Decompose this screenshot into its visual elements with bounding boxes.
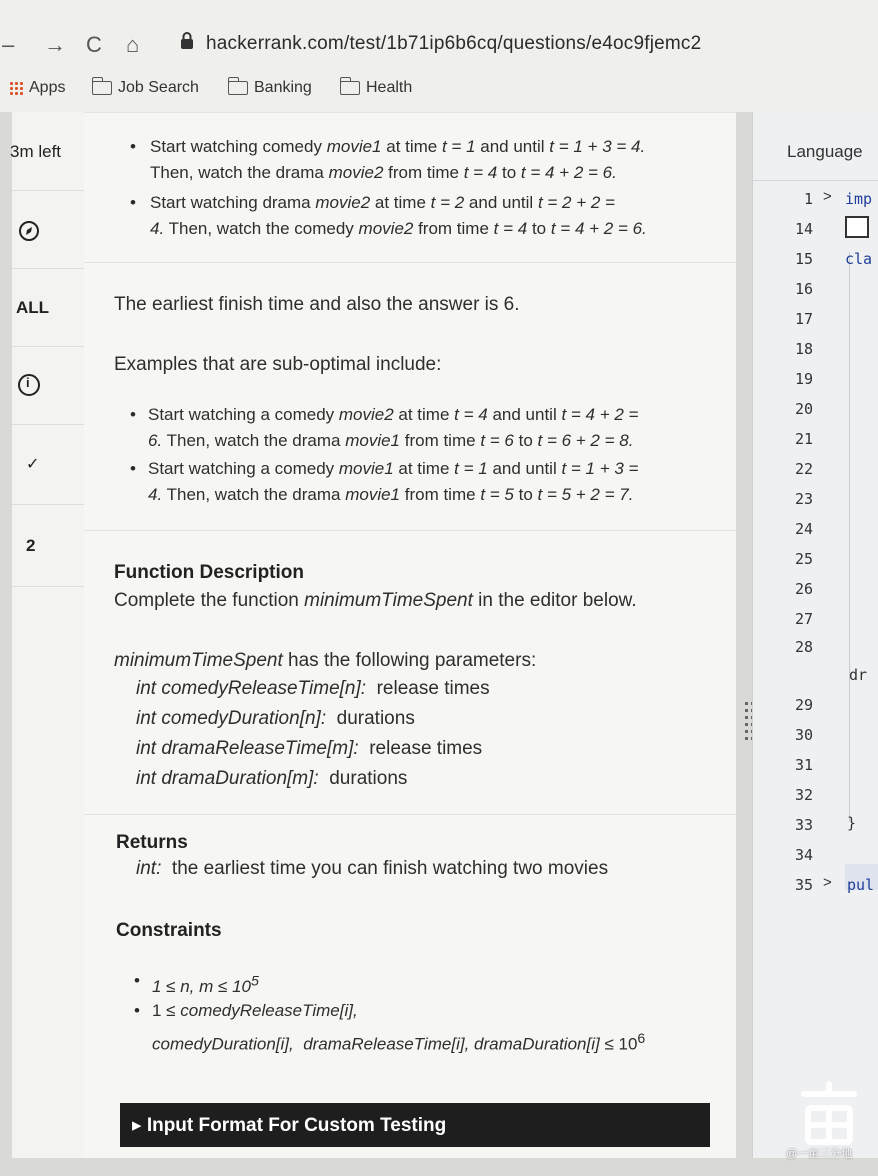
param-item: int dramaDuration[m]: durations — [136, 768, 408, 789]
folder-icon — [228, 81, 248, 95]
line-number: 26 — [794, 580, 813, 598]
test-sidebar — [12, 112, 85, 1158]
line-number: 23 — [794, 490, 813, 508]
bookmark-health[interactable]: Health — [340, 79, 412, 97]
param-item: int comedyDuration[n]: durations — [136, 708, 415, 729]
constraint-item: comedyDuration[i], dramaReleaseTime[i], dramaDuration[i] ≤ $10^6$ — [152, 1031, 646, 1054]
folder-icon — [92, 81, 112, 95]
param-item: int comedyReleaseTime[n]: release times — [136, 678, 490, 699]
line-number: 34 — [794, 846, 813, 864]
line-number: 22 — [794, 460, 813, 478]
problem-statement: • Start watching comedy movie1 at time t = 1 and until t = 1 + 3 = 4. Then, watch the drama movie2 from time t = 4 to t = 4 + 2 = 6. • Start watching drama movie2 at time t = 2 and until t = 2 + 2 = 4. Then, watch the comedy movie2 from time t = 4 to t = 4 + 2 = 6. The earliest finish time and also the answer is 6. Examples that are sub-optimal include: • Start watching a comedy movie2 at time t = 4 and until t = 4 + 2 = 6. Then, watch the drama movie1 from time t = 6 to t = 6 + 2 = 8. • Start watching a comedy movie1 at time t = 1 and until t = 1 + 3 = 4. Then, watch the drama movie1 from time t = 5 to t = 5 + 2 = 7. Function Description Complete the function minimumTimeSpent in the editor below. minimumTimeSpent has the following parameters: int comedyReleaseTime[n]: release times int comedyDuration[n]: durations int dramaReleaseTime[m]: release times int dramaDuration[m]: durations Returns int: the earliest time you can finish watching two movies Constraints • 1 ≤ n, $m \le 10^5$ • 1 ≤ comedyReleaseTime[i], comedyDuration[i], dramaReleaseTime[i], dramaDuration[i] ≤ $10^6$ — [84, 112, 736, 1158]
scenario-1-line-1: Start watching comedy movie1 at time t = 1 and until t = 1 + 3 = 4. — [150, 137, 646, 156]
line-number: 32 — [794, 786, 813, 804]
time-left-text: 3m left — [10, 142, 62, 161]
line-number: 33 — [794, 816, 813, 834]
cursor-box[interactable] — [845, 216, 869, 238]
suboptimal-1-line-2: 6. Then, watch the drama movie1 from time t = 6 to t = 6 + 2 = 8. — [148, 431, 634, 450]
language-selector[interactable]: Language — [787, 142, 863, 161]
function-description-heading: Function Description — [114, 562, 304, 583]
sidebar-item-info[interactable] — [12, 346, 84, 425]
suboptimal-2-line-2: 4. Then, watch the drama movie1 from time t = 5 to t = 5 + 2 = 7. — [148, 485, 634, 504]
line-number: 25 — [794, 550, 813, 568]
line-number: 14 — [794, 220, 813, 238]
url-bar[interactable] — [0, 18, 878, 70]
scenario-1-line-2: Then, watch the drama movie2 from time t = 4 to t = 4 + 2 = 6. — [150, 163, 617, 182]
input-format-toggle[interactable]: ▸ Input Format For Custom Testing — [120, 1103, 710, 1147]
folder-icon — [340, 81, 360, 95]
all-label: ALL — [16, 298, 50, 317]
earliest-finish-text: The earliest finish time and also the answer is 6. — [114, 294, 520, 315]
returns-text: int: the earliest time you can finish watching two movies — [136, 858, 609, 879]
suboptimal-intro: Examples that are sub-optimal include: — [114, 354, 442, 375]
line-number: 17 — [794, 310, 813, 328]
compass-icon — [18, 220, 40, 242]
line-number: 15 — [794, 250, 813, 268]
forward-arrow-icon[interactable]: → — [44, 32, 66, 57]
scenario-2-line-2: 4. Then, watch the comedy movie2 from time t = 4 to t = 4 + 2 = 6. — [150, 219, 647, 238]
scenario-2-line-1: Start watching drama movie2 at time t = 2 and until t = 2 + 2 = — [150, 193, 615, 212]
code-fragment[interactable]: imp — [845, 190, 873, 208]
constraint-item: 1 ≤ n, $m \le 10^5$ — [152, 973, 259, 996]
bookmark-apps[interactable]: Apps — [10, 79, 65, 97]
watermark-text: @一亩三分地 — [786, 1148, 853, 1160]
reload-icon[interactable]: C — [86, 32, 102, 57]
function-description-text: Complete the function minimumTimeSpent in the editor below. — [114, 590, 637, 611]
info-icon: i — [18, 374, 40, 396]
code-fragment[interactable]: } — [847, 814, 857, 832]
constraint-item: 1 ≤ comedyReleaseTime[i], — [152, 1001, 358, 1020]
constraints-heading: Constraints — [116, 920, 222, 941]
code-fragment[interactable]: cla — [845, 250, 873, 268]
line-number: 29 — [794, 696, 813, 714]
sidebar-item-completed[interactable] — [12, 424, 84, 505]
code-fragment[interactable]: dr — [849, 666, 868, 684]
returns-heading: Returns — [116, 832, 188, 853]
fold-chevron-icon[interactable]: > — [823, 188, 832, 205]
line-number: 21 — [794, 430, 813, 448]
params-intro: minimumTimeSpent has the following parameters: — [114, 650, 537, 671]
code-fragment[interactable]: pul — [847, 876, 875, 894]
line-number: 16 — [794, 280, 813, 298]
code-editor-pane — [752, 112, 878, 1158]
sidebar-item-question-2[interactable] — [12, 504, 84, 587]
line-number: 27 — [794, 610, 813, 628]
param-item: int dramaReleaseTime[m]: release times — [136, 738, 483, 759]
line-number: 1 — [803, 190, 813, 208]
fold-chevron-icon[interactable]: > — [823, 874, 832, 891]
suboptimal-1-line-1: Start watching a comedy movie2 at time t = 4 and until t = 4 + 2 = — [148, 405, 639, 424]
home-icon[interactable]: ⌂ — [126, 32, 140, 57]
suboptimal-2-line-1: Start watching a comedy movie1 at time t = 1 and until t = 1 + 3 = — [148, 459, 639, 478]
url-text[interactable]: hackerrank.com/test/1b71ip6b6cq/questions/e4oc9fjemc2 — [206, 33, 702, 54]
line-number: 30 — [794, 726, 813, 744]
bookmark-job-search[interactable]: Job Search — [92, 79, 199, 97]
line-number: 28 — [794, 638, 813, 656]
sidebar-item-compass[interactable] — [12, 190, 84, 269]
bookmark-banking[interactable]: Banking — [228, 79, 312, 97]
back-arrow-icon[interactable]: – — [2, 32, 15, 57]
question-number: 2 — [26, 536, 36, 555]
lock-icon — [180, 31, 194, 51]
line-number: 31 — [794, 756, 813, 774]
line-number: 19 — [794, 370, 813, 388]
browser-chrome — [0, 0, 878, 112]
bookmarks-bar — [0, 72, 878, 108]
apps-grid-icon — [10, 82, 23, 95]
line-number: 35 — [794, 876, 813, 894]
line-number: 18 — [794, 340, 813, 358]
checkmark-icon: ✓ — [26, 456, 40, 473]
line-number: 20 — [794, 400, 813, 418]
sidebar-item-all[interactable] — [12, 268, 84, 347]
timer — [12, 112, 84, 191]
line-number: 24 — [794, 520, 813, 538]
